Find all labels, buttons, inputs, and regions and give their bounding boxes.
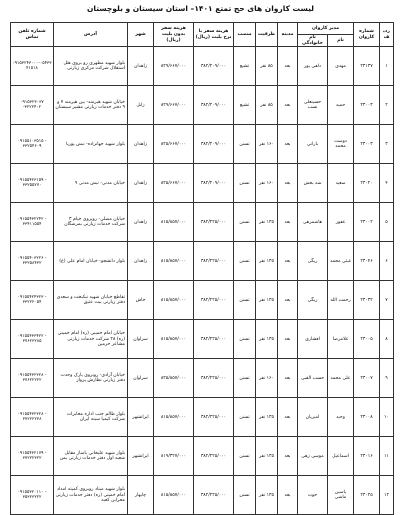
cell-first-name: حمید	[328, 86, 354, 125]
table-row	[11, 203, 394, 242]
table-row	[11, 320, 394, 359]
cell-caravan-code: ۲۳۰۰۳	[354, 125, 380, 164]
header-price-without-ticket: هزینه سفر بدون بلیت (ریال)	[154, 23, 194, 47]
cell-address: بلوار شهید میناد روبروی کمیته امداد امام خمینی (ره) دفتر خدمات زیارتی محرابن کعبه	[54, 476, 128, 515]
cell-price-without-ticket: ۸۱۵/۸۵۷/۰۰۰	[154, 242, 194, 281]
cell-row-number: ۱	[380, 47, 394, 86]
cell-capacity: ۱۳۵ نفر	[256, 242, 278, 281]
cell-first-name: غلامرضا	[328, 320, 354, 359]
cell-city: سراوان	[128, 359, 154, 398]
cell-last-name: شه بخش	[298, 164, 328, 203]
cell-capacity: ۱۳۵ نفر	[256, 398, 278, 437]
cell-price-without-ticket: ۸۲۵/۶۶۷/۰۰۰	[154, 164, 194, 203]
cell-phone: ۰۹۱۵۵۴۰۳۲۲۶ - ۳۳۲۵۸۴۳۲	[11, 242, 54, 281]
cell-price-without-ticket: ۸۲۹/۶۶۷/۰۰۰	[154, 47, 194, 86]
header-type: مدینه	[278, 23, 298, 47]
cell-phone: ۰۹۱۵۳۲۳۰۳۷ -۳۲۲۲۴۰۲	[11, 86, 54, 125]
cell-dispatch: تسنن	[234, 320, 256, 359]
cell-first-name: غیثی محمد	[328, 242, 354, 281]
cell-type: بعد	[278, 125, 298, 164]
cell-phone: ۰۹۱۵۵۴۳۲۱۷۹ - ۳۷۲۲۲۳۲۲	[11, 437, 54, 476]
cell-city: زاهدان	[128, 125, 154, 164]
cell-first-name: سعید	[328, 164, 354, 203]
cell-caravan-code: ۲۳۰۰۵	[354, 320, 380, 359]
cell-caravan-code: ۲۳۰۰۷	[354, 359, 380, 398]
cell-phone: ۰۹۱۵۵۱۰۳۵۱۵ - ۳۳۲۵۴۶۰۹	[11, 125, 54, 164]
cell-phone: ۰۹۱۵۵۳۲۰۱۱۰ - ۳۵۳۲۳۲۲۲	[11, 476, 54, 515]
cell-capacity: ۱۳۵ نفر	[256, 320, 278, 359]
cell-price-without-ticket: ۸۲۹/۶۶۷/۰۰۰	[154, 86, 194, 125]
cell-price-without-ticket: ۸۲۵/۸۵۷/۰۰۰	[154, 359, 194, 398]
header-first-name: نام	[328, 35, 354, 47]
cell-type: بعد	[278, 476, 298, 515]
cell-address: بلوار شهید علیخانی باساز مقابل شعبه اول دفتر خدمات زیارتی یمن	[54, 437, 128, 476]
cell-type: بعد	[278, 281, 298, 320]
header-address: آدرس	[54, 23, 128, 47]
cell-dispatch: تسنن	[234, 281, 256, 320]
cell-last-name: ریگی	[298, 242, 328, 281]
header-phone: شماره تلفن تماس	[11, 23, 54, 47]
cell-first-name: مهدی	[328, 47, 354, 86]
cell-city: ایرانشهر	[128, 437, 154, 476]
cell-caravan-code: ۲۳۰۱۶	[354, 437, 380, 476]
table-row	[11, 47, 394, 86]
cell-price-without-ticket: ۸۲۵/۶۶۷/۰۰۰	[154, 125, 194, 164]
cell-price-with-ticket: ۳۸۲/۲۲۵/۰۰۰	[194, 281, 234, 320]
cell-caravan-code: ۲۳۰۲۵	[354, 476, 380, 515]
cell-type: بعد	[278, 359, 298, 398]
cell-last-name: حسب القبی	[298, 359, 328, 398]
cell-type: بعد	[278, 164, 298, 203]
cell-price-with-ticket: ۳۸۲/۲۲۵/۰۰۰	[194, 359, 234, 398]
table-row	[11, 359, 394, 398]
cell-city: زاهدان	[128, 47, 154, 86]
cell-price-with-ticket: ۳۸۲/۲۲۵/۰۰۰	[194, 242, 234, 281]
cell-address: خیابان مصلی- روبروی خیام ۳ شرکت خدمات زیارتی بمرشگان	[54, 203, 128, 242]
cell-first-name: رحمت الله	[328, 281, 354, 320]
table-row	[11, 86, 394, 125]
cell-type: بعد	[278, 203, 298, 242]
cell-type: بعد	[278, 437, 298, 476]
cell-phone: ۰۹۱۵۳۲۴۳۰۰۰-۰۵۴۳۳۴۱۵۱۸	[11, 47, 54, 86]
cell-price-without-ticket: ۸۱۵/۸۵۷/۰۰۰	[154, 203, 194, 242]
cell-type: بعد	[278, 86, 298, 125]
cell-capacity: ۸۵ نفر	[256, 86, 278, 125]
cell-caravan-code: ۲۳۰۰۳	[354, 86, 380, 125]
cell-caravan-code: ۲۳۰۲۰	[354, 164, 380, 203]
cell-address: خیابان شهید هیرمند- بین هیرمند ۷ و ۹ دفتر خدمات زیارتی مشیر سیستان	[54, 86, 128, 125]
cell-first-name: غفور	[328, 203, 354, 242]
cell-type: بعد	[278, 242, 298, 281]
cell-capacity: ۸۵ نفر	[256, 47, 278, 86]
header-last-name: نام خانوادگی	[298, 35, 328, 47]
cell-dispatch: تسنن	[234, 242, 256, 281]
cell-price-with-ticket: ۳۸۲/۲۰۹/۰۰۰	[194, 164, 234, 203]
cell-price-with-ticket: ۳۸۲/۲۰۹/۰۰۰	[194, 125, 234, 164]
cell-row-number: ۳	[380, 125, 394, 164]
table-row	[11, 125, 394, 164]
cell-dispatch: تسنن	[234, 164, 256, 203]
cell-capacity: ۱۳۵ نفر	[256, 437, 278, 476]
table-row	[11, 398, 394, 437]
cell-city: خاش	[128, 281, 154, 320]
cell-price-with-ticket: ۳۸۲/۲۲۵/۰۰۰	[194, 437, 234, 476]
cell-last-name: حسینعلی نسب	[298, 86, 328, 125]
cell-first-name: یاسین ماشی	[328, 476, 354, 515]
cell-caravan-code: ۲۳۰۳۲	[354, 281, 380, 320]
document-title: لیست کاروان های حج تمتع ۱۴۰۱– استان سیستان و بلوچستان	[86, 4, 314, 13]
cell-phone: ۰۹۱۵۵۴۲۳۱۵۹ - ۳۳۲۵۵۲۷۰	[11, 164, 54, 203]
header-row	[11, 23, 394, 35]
cell-address: بلوار شهید مطهری رو بروی هتل استقلال شرکت مرکزی زیارتی	[54, 47, 128, 86]
cell-price-with-ticket: ۳۸۲/۲۲۵/۰۰۰	[194, 320, 234, 359]
cell-price-with-ticket: ۳۸۲/۲۰۹/۰۰۰	[194, 86, 234, 125]
header-row-number: ردیف	[380, 23, 394, 47]
header-dispatch: منصب	[234, 23, 256, 47]
header-caravan-code: شماره کاروان	[354, 23, 380, 47]
cell-row-number: ۷	[380, 281, 394, 320]
cell-price-without-ticket: ۸۱۵/۸۵۷/۰۰۰	[154, 320, 194, 359]
cell-price-without-ticket: ۸۱۵/۸۵۷/۰۰۰	[154, 281, 194, 320]
cell-price-with-ticket: ۳۸۲/۲۰۹/۰۰۰	[194, 47, 234, 86]
cell-row-number: ۲	[380, 86, 394, 125]
cell-dispatch: تسنن	[234, 359, 256, 398]
cell-caravan-code: ۲۳۰۰۸	[354, 398, 380, 437]
cell-phone: ۰۹۱۵۵۴۳۲۳۲۸ - ۳۷۲۲۲۲۳۸	[11, 398, 54, 437]
cell-city: زاهدان	[128, 164, 154, 203]
cell-last-name: موسی زهی	[298, 437, 328, 476]
cell-address: بلوار دانشجو- خیابان امام علی (ع)	[54, 242, 128, 281]
header-manager: مدیر کاروان	[298, 23, 354, 35]
cell-type: بعد	[278, 320, 298, 359]
cell-type: بعد	[278, 398, 298, 437]
table-row	[11, 164, 394, 203]
cell-city: زاهدان	[128, 242, 154, 281]
cell-address: خیابان امام خمینی (ره) امام خمینی (ره) ۲۸ شرکت خدمات زیارتی مشاعر حرمین	[54, 320, 128, 359]
cell-phone: ۰۹۱۵۵۴۳۲۲۴۲ - ۳۳۴۱۱۵۵۴	[11, 203, 54, 242]
cell-caravan-code: ۲۳۰۰۲	[354, 203, 380, 242]
cell-caravan-code: ۲۳۰۴۶	[354, 242, 380, 281]
cell-address: تقاطع خیابان شهید نیکبخت و سعدی دفتر زیارتی بیت عتیق	[54, 281, 128, 320]
cell-row-number: ۵	[380, 203, 394, 242]
cell-first-name: وحید	[328, 398, 354, 437]
cell-city: سراوان	[128, 320, 154, 359]
cell-row-number: ۶	[380, 242, 394, 281]
cell-price-with-ticket: ۳۸۲/۲۲۵/۰۰۰	[194, 203, 234, 242]
cell-first-name: اسماعیل	[328, 437, 354, 476]
cell-dispatch: تسنن	[234, 437, 256, 476]
cell-address: خیابان آزادی- روبروی پارک وحدت دفتر زیارتی نظارش پرواز	[54, 359, 128, 398]
cell-capacity: ۱۶۰ نفر	[256, 164, 278, 203]
cell-capacity: ۱۶۰ نفر	[256, 359, 278, 398]
header-city: شهر	[128, 23, 154, 47]
cell-city: چابهار	[128, 476, 154, 515]
cell-capacity: ۱۶۰ نفر	[256, 125, 278, 164]
cell-first-name: علی محمد	[328, 359, 354, 398]
cell-last-name: ریگی	[298, 281, 328, 320]
header-capacity: ظرفیت	[256, 23, 278, 47]
cell-row-number: ۱۱	[380, 437, 394, 476]
cell-last-name: امیریان	[298, 398, 328, 437]
cell-address: بلوار ظالم جنب اداره مخابرات شرکت کیمیا سینه ایران	[54, 398, 128, 437]
cell-city: زاهدان	[128, 203, 154, 242]
table-row	[11, 242, 394, 281]
cell-price-without-ticket: ۸۱۵/۸۵۷/۰۰۰	[154, 476, 194, 515]
cell-dispatch: تسنن	[234, 398, 256, 437]
cell-capacity: ۱۳۵ نفر	[256, 476, 278, 515]
caravan-table	[10, 22, 394, 515]
cell-caravan-code: ۲۳۱۳۷	[354, 47, 380, 86]
cell-row-number: ۱۰	[380, 398, 394, 437]
cell-dispatch: تسنن	[234, 203, 256, 242]
cell-dispatch: تسنن	[234, 125, 256, 164]
cell-price-without-ticket: ۸۱۵/۸۵۷/۰۰۰	[154, 398, 194, 437]
cell-city: ایرانشهر	[128, 398, 154, 437]
header-price-with-ticket: هزینه سفر با نرخ بلیت (ریال)	[194, 23, 234, 47]
cell-type: بعد	[278, 47, 298, 86]
cell-phone: ۰۹۱۵۵۴۲۴۳۲۳ - ۳۳۲۲۲۰۵۴	[11, 281, 54, 320]
cell-dispatch: تسنن	[234, 476, 256, 515]
cell-address: خیابان مدنی- نبش مدنی ۹	[54, 164, 128, 203]
table-row	[11, 476, 394, 515]
cell-last-name: افشاری	[298, 320, 328, 359]
cell-price-without-ticket: ۸۱۹/۳۲۷/۰۰۰	[154, 437, 194, 476]
cell-last-name: حوت	[298, 476, 328, 515]
cell-first-name: دوست محمد	[328, 125, 354, 164]
cell-last-name: بارانی	[298, 125, 328, 164]
cell-phone: ۰۹۱۵۵۴۳۳۴۲۲ - ۳۷۶۲۳۲۸۵	[11, 320, 54, 359]
cell-row-number: ۹	[380, 359, 394, 398]
cell-address: بلوار شهید جهانزاده- نبش پوریا	[54, 125, 128, 164]
cell-last-name: هاشمزهی	[298, 203, 328, 242]
cell-phone: ۰۹۱۵۵۴۳۲۳۲۸ - ۳۷۶۲۲۲۲۲	[11, 359, 54, 398]
cell-capacity: ۱۳۵ نفر	[256, 281, 278, 320]
table-body	[11, 47, 394, 515]
cell-price-with-ticket: ۳۸۲/۲۲۵/۰۰۰	[194, 476, 234, 515]
cell-dispatch: تشیع	[234, 86, 256, 125]
cell-city: زابل	[128, 86, 154, 125]
cell-capacity: ۱۳۵ نفر	[256, 203, 278, 242]
cell-price-with-ticket: ۳۸۲/۲۲۵/۰۰۰	[194, 398, 234, 437]
cell-row-number: ۴	[380, 164, 394, 203]
cell-row-number: ۱۲	[380, 476, 394, 515]
cell-last-name: دلفی پور	[298, 47, 328, 86]
cell-row-number: ۸	[380, 320, 394, 359]
table-row	[11, 437, 394, 476]
cell-dispatch: تشیع	[234, 47, 256, 86]
table-row	[11, 281, 394, 320]
